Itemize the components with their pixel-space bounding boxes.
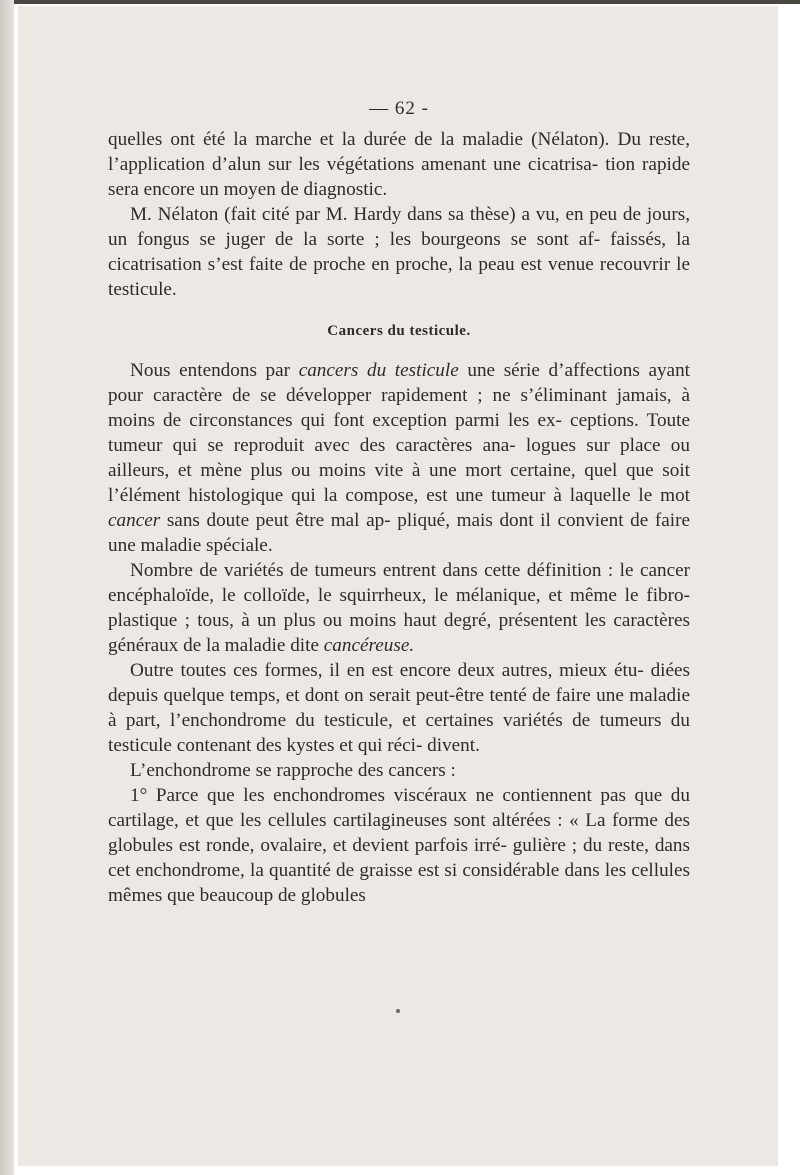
ink-speck <box>396 1009 400 1013</box>
definition-text-1: une série d’affections ayant pour caractère de se développer rapidement ; ne s’éliminant jamais, à moins de circonstances qui font exception parmi les ex- ceptions. Toute tumeur qui se reproduit avec des caractères ana- logues sur place ou ailleurs, et mène plus ou moins vite à une mort certaine, quel que soit l’élément histologique qui la compose, est une tumeur à laquelle le mot <box>108 360 690 506</box>
paragraph-enchondrome-intro: L’enchondrome se rapproche des cancers : <box>130 760 456 781</box>
definition-text-2: sans doute peut être mal ap- pliqué, mais dont il convient de faire une maladie spéciale. <box>108 510 690 556</box>
paragraph-nelaton-case: M. Nélaton (fait cité par M. Hardy dans sa thèse) a vu, en peu de jours, un fongus se juger de la sorte ; les bourgeons se sont af- faissés, la cicatrisation s’est faite de proche en proche, la peau est venue recouvrir le testicule. <box>108 204 690 300</box>
scan-top-border <box>0 0 800 4</box>
paragraph-definition <box>108 358 690 558</box>
paragraph-varieties <box>108 558 690 658</box>
definition-intro: Nous entendons par <box>130 360 299 381</box>
varieties-text: Nombre de variétés de tumeurs entrent dans cette définition : le cancer encéphaloïde, le colloïde, le squirrheux, le mélanique, et même le fibro-plastique ; tous, à un plus ou moins haut degré, présentent les caractères généraux de la maladie dite <box>108 560 690 656</box>
page-text-block <box>108 100 690 908</box>
paragraph-enchondrome-reason: 1° Parce que les enchondromes viscéraux ne contiennent pas que du cartilage, et que les cellules cartilagineuses sont altérées : « La forme des globules est ronde, ovalaire, et devient parfois irré- gulière ; du reste, dans cet enchondrome, la quantité de graisse est si considérable dans les cellules mêmes que beaucoup de globules <box>108 785 690 906</box>
varieties-term: cancéreuse. <box>323 635 415 656</box>
scan-left-edge <box>0 0 14 1175</box>
definition-term: cancers du testicule <box>298 360 459 381</box>
paragraph-continuation: quelles ont été la marche et la durée de la maladie (Nélaton). Du reste, l’application d’alun sur les végétations amenant une cicatrisa- tion rapide sera encore un moyen de diagnostic. <box>108 129 690 200</box>
section-heading: Cancers du testicule. <box>327 323 471 339</box>
page-number: — 62 - <box>369 98 429 119</box>
paragraph-other-forms: Outre toutes ces formes, il en est encore deux autres, mieux étu- diées depuis quelque temps, et dont on serait peut-être tenté de faire une maladie à part, l’enchondrome du testicule, et certaines variétés de tumeurs du testicule contenant des kystes et qui réci- divent. <box>108 660 690 756</box>
definition-word: cancer <box>108 510 161 531</box>
